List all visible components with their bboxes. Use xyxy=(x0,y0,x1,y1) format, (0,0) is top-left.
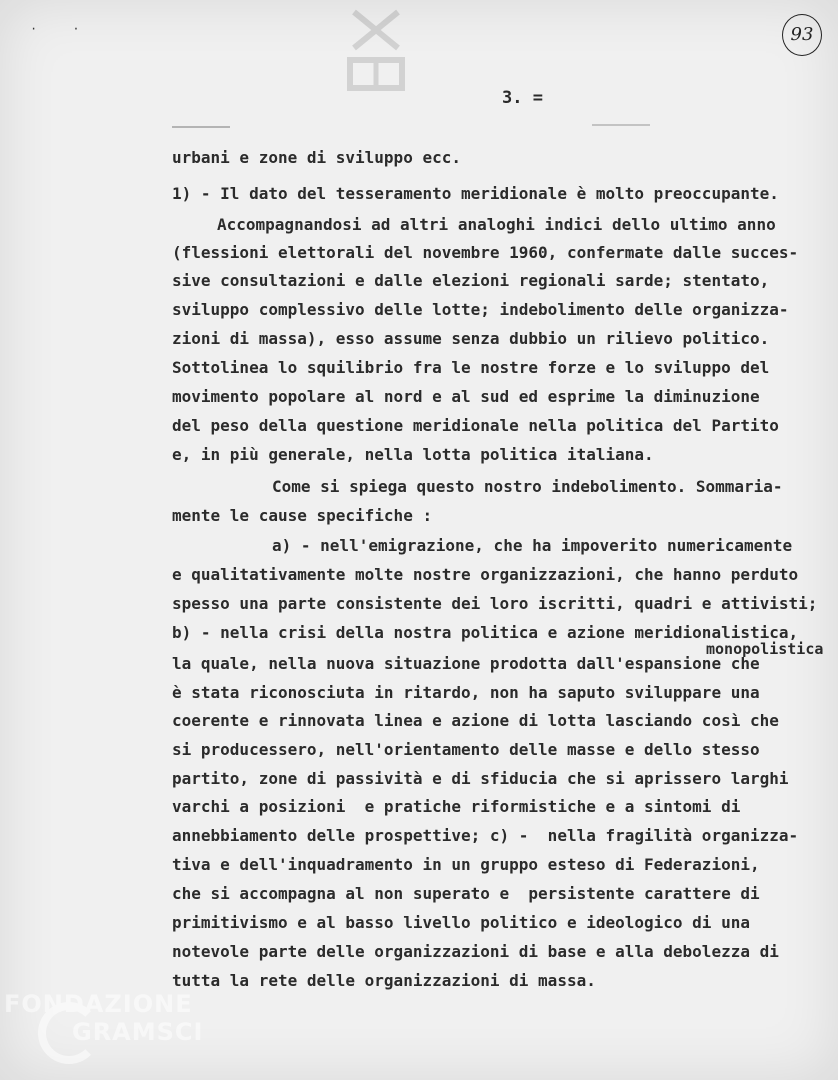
text-line: zioni di massa), esso assume senza dubbio un rilievo politico. xyxy=(172,329,770,348)
watermark-text xyxy=(4,990,193,1018)
interlinear-insertion: monopolistica xyxy=(706,640,824,658)
watermark-text-part: GRAMSCI xyxy=(72,1018,204,1046)
text-line: movimento popolare al nord e al sud ed esprime la diminuzione xyxy=(172,387,760,406)
text-line: mente le cause specifiche : xyxy=(172,506,433,525)
text-line: Come si spiega questo nostro indebolimento. Sommaria- xyxy=(272,477,783,496)
text-line: del peso della questione meridionale nella politica del Partito xyxy=(172,416,779,435)
text-line: annebbiamento delle prospettive; c) - nella fragilità organizza- xyxy=(172,826,799,845)
watermark-text-part: FONDAZIONE xyxy=(4,990,193,1018)
text-line: tiva e dell'inquadramento in un gruppo esteso di Federazioni, xyxy=(172,855,760,874)
text-line: coerente e rinnovata linea e azione di lotta lasciando così che xyxy=(172,711,779,730)
text-line: 1) - Il dato del tesseramento meridionale è molto preoccupante. xyxy=(172,184,779,203)
text-line: e qualitativamente molte nostre organizzazioni, che hanno perduto xyxy=(172,565,799,584)
text-line: si producessero, nell'orientamento delle masse e dello stesso xyxy=(172,740,760,759)
text-line: e, in più generale, nella lotta politica italiana. xyxy=(172,445,654,464)
text-line: b) - nella crisi della nostra politica e azione meridionalistica, xyxy=(172,623,799,642)
text-line: tutta la rete delle organizzazioni di massa. xyxy=(172,971,596,990)
text-line: Accompagnandosi ad altri analoghi indici dello ultimo anno xyxy=(217,215,776,234)
text-line: la quale, nella nuova situazione prodotta dall'espansione che xyxy=(172,654,760,673)
page-marker: 3. = xyxy=(502,88,543,108)
text-line: sive consultazioni e dalle elezioni regionali sarde; stentato, xyxy=(172,271,770,290)
text-line: Sottolinea lo squilibrio fra le nostre forze e lo sviluppo del xyxy=(172,358,770,377)
text-line: partito, zone di passività e di sfiducia che si aprissero larghi xyxy=(172,769,789,788)
text-line: è stata riconosciuta in ritardo, non ha saputo sviluppare una xyxy=(172,683,760,702)
text-line: (flessioni elettorali del novembre 1960, confermate dalle succes- xyxy=(172,243,799,262)
text-line: notevole parte delle organizzazioni di base e alla debolezza di xyxy=(172,942,779,961)
archive-page-number: 93 xyxy=(782,14,822,56)
text-line: spesso una parte consistente dei loro iscritti, quadri e attivisti; xyxy=(172,594,818,613)
foundation-watermark xyxy=(4,984,204,1074)
text-line: urbani e zone di sviluppo ecc. xyxy=(172,148,461,167)
corner-marks: · · xyxy=(30,22,94,36)
text-line: a) - nell'emigrazione, che ha impoverito numericamente xyxy=(272,536,793,555)
text-line: primitivismo e al basso livello politico e ideologico di una xyxy=(172,913,750,932)
text-line: sviluppo complessivo delle lotte; indebolimento delle organizza- xyxy=(172,300,789,319)
text-line: che si accompagna al non superato e persistente carattere di xyxy=(172,884,760,903)
text-line: varchi a posizioni e pratiche riformistiche e a sintomi di xyxy=(172,797,741,816)
